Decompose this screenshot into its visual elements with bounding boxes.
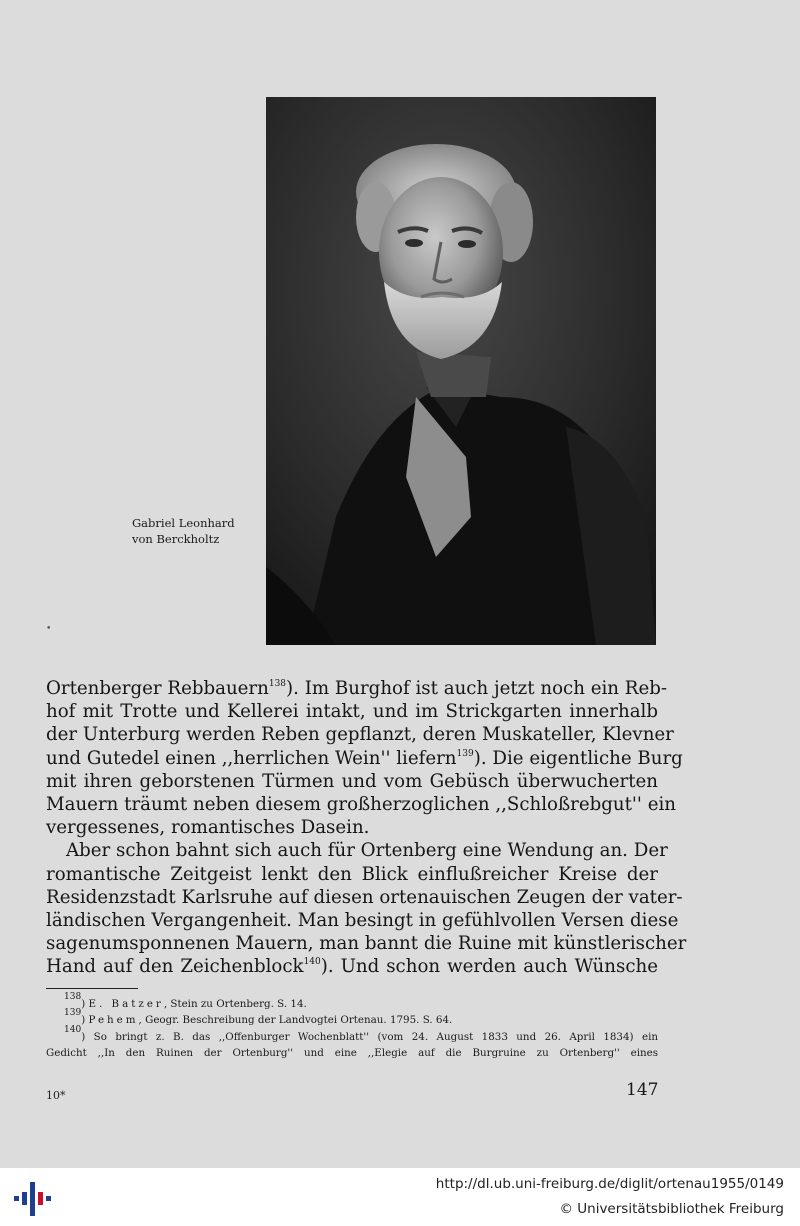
footnote-140-continued: Gedicht ,,In den Ruinen der Ortenburg'' und eine ,,Elegie auf die Burgruine zu Ortenberg'' eines bbox=[46, 1047, 658, 1060]
text-line: mit ihren geborstenen Türmen und vom Gebüsch überwucherten bbox=[46, 770, 658, 792]
footnote-divider bbox=[46, 988, 138, 989]
text-line: hof mit Trotte und Kellerei intakt, und im Strickgarten innerhalb bbox=[46, 701, 658, 723]
footnotes bbox=[46, 992, 658, 1062]
text-line: Hand auf den Zeichenblock$^{140}$). Und schon werden auch Wünsche bbox=[46, 956, 658, 978]
page-speck: • bbox=[46, 624, 52, 634]
text-line: vergessenes, romantisches Dasein. bbox=[46, 817, 370, 839]
photo-caption bbox=[132, 515, 262, 547]
text-line: und Gutedel einen ,,herrlichen Wein'' liefern$^{139}$). Die eigentliche Burg bbox=[46, 747, 683, 769]
footnote-ref: 140 bbox=[303, 957, 321, 968]
footnote-138: $^{138}$) E. Batzer, Stein zu Ortenberg. S. 14. bbox=[64, 992, 307, 1010]
ub-freiburg-logo-icon bbox=[12, 1178, 52, 1218]
text-line: Ortenberger Rebbauern$^{138}$). Im Burghof ist auch jetzt noch ein Reb- bbox=[46, 678, 668, 699]
page-number: 147 bbox=[626, 1080, 659, 1100]
footnote-139: $^{139}$) Pehem, Geogr. Beschreibung der Landvogtei Ortenau. 1795. S. 64. bbox=[64, 1008, 453, 1027]
text-line: romantische Zeitgeist lenkt den Blick einflußreicher Kreise der bbox=[46, 863, 658, 885]
text-line: Residenzstadt Karlsruhe auf diesen ortenauischen Zeugen der vater- bbox=[46, 886, 683, 908]
text-line: Mauern träumt neben diesem großherzoglichen ,,Schloßrebgut'' ein bbox=[46, 794, 676, 816]
text-line: Aber schon bahnt sich auch für Ortenberg eine Wendung an. Der bbox=[66, 840, 668, 862]
caption-line-2: von Berckholtz bbox=[132, 532, 220, 546]
text-line: ländischen Vergangenheit. Man besingt in gefühlvollen Versen diese bbox=[46, 910, 679, 932]
footnote-ref: 138 bbox=[268, 679, 287, 689]
text-line: der Unterburg werden Reben gepflanzt, deren Muskateller, Klevner bbox=[46, 724, 674, 746]
caption-line-1: Gabriel Leonhard bbox=[132, 516, 235, 530]
body-text bbox=[46, 677, 687, 979]
text-line: sagenumsponnenen Mauern, man bannt die Ruine mit künstlerischer bbox=[46, 933, 687, 955]
signature-mark: 10* bbox=[46, 1089, 66, 1102]
footnote-140: $^{140}$) So bringt z. B. das ,,Offenburger Wochenblatt'' (vom 24. August 1833 und 26. April 1834) ein bbox=[64, 1024, 658, 1043]
portrait-photo bbox=[266, 97, 656, 645]
copyright-notice: © Universitätsbibliothek Freiburg bbox=[559, 1201, 784, 1217]
footer-bar bbox=[0, 1168, 800, 1226]
footnote-ref: 139 bbox=[456, 748, 474, 759]
source-url[interactable]: http://dl.ub.uni-freiburg.de/diglit/ortenau1955/0149 bbox=[435, 1176, 784, 1192]
